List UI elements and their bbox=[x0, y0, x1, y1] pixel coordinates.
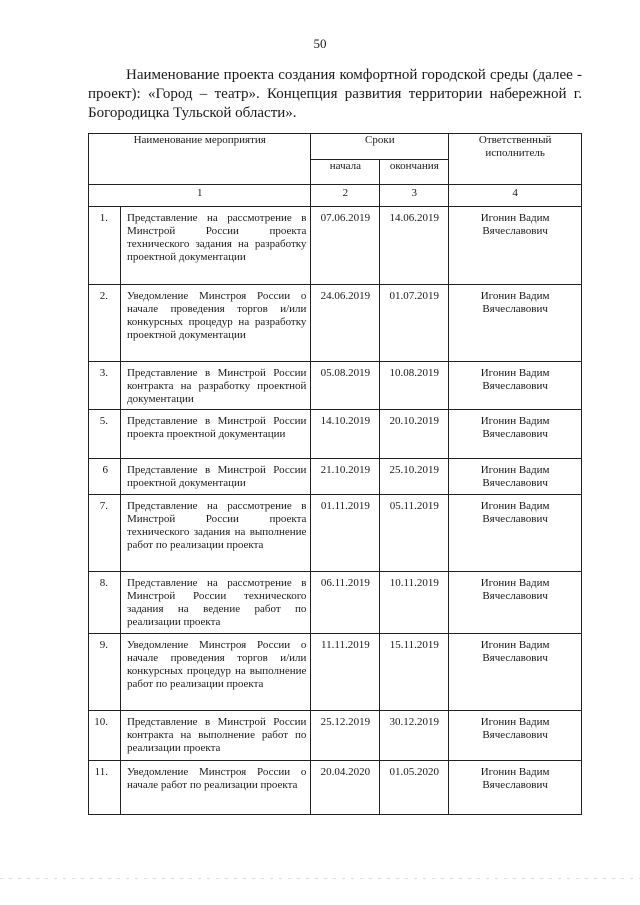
event-name: Представление на рассмотрение в Минстрой России проекта технического задания на разработку проектной документации bbox=[120, 207, 310, 285]
start-date: 05.08.2019 bbox=[311, 362, 380, 410]
start-date: 06.11.2019 bbox=[311, 572, 380, 634]
start-date: 24.06.2019 bbox=[311, 285, 380, 362]
row-number: 7. bbox=[89, 495, 121, 572]
event-name: Представление в Минстрой России проекта проектной документации bbox=[120, 410, 310, 459]
event-name: Представление в Минстрой России проектной документации bbox=[120, 459, 310, 495]
event-name: Представление в Минстрой России контракта на разработку проектной документации bbox=[120, 362, 310, 410]
event-name: Уведомление Минстроя России о начале работ по реализации проекта bbox=[120, 761, 310, 815]
event-name: Представление на рассмотрение в Минстрой России технического задания на ведение работ по реализации проекта bbox=[120, 572, 310, 634]
row-number: 3. bbox=[89, 362, 121, 410]
header-end: окончания bbox=[380, 160, 449, 185]
row-number: 11. bbox=[89, 761, 121, 815]
end-date: 10.11.2019 bbox=[380, 572, 449, 634]
page-number: 50 bbox=[313, 36, 327, 51]
row-number: 5. bbox=[89, 410, 121, 459]
responsible-person: Игонин Вадим Вячеславович bbox=[449, 410, 582, 459]
end-date: 20.10.2019 bbox=[380, 410, 449, 459]
column-number-4: 4 bbox=[449, 185, 582, 207]
responsible-person: Игонин Вадим Вячеславович bbox=[449, 285, 582, 362]
end-date: 10.08.2019 bbox=[380, 362, 449, 410]
end-date: 01.07.2019 bbox=[380, 285, 449, 362]
event-name: Уведомление Минстроя России о начале проведения торгов и/или конкурсных процедур на выполнение работ по реализации проекта bbox=[120, 634, 310, 711]
header-terms: Сроки bbox=[311, 134, 449, 160]
start-date: 07.06.2019 bbox=[311, 207, 380, 285]
row-number: 6 bbox=[89, 459, 121, 495]
start-date: 14.10.2019 bbox=[311, 410, 380, 459]
row-number: 10. bbox=[89, 711, 121, 761]
intro-paragraph: Наименование проекта создания комфортной городской среды (далее - проект): «Город – театр». Концепция развития территории набережной г. Богородицка Тульской области». bbox=[88, 67, 582, 121]
table-row bbox=[89, 362, 582, 410]
responsible-person: Игонин Вадим Вячеславович bbox=[449, 495, 582, 572]
scan-artifact-line bbox=[0, 878, 640, 882]
event-name: Представление в Минстрой России контракта на выполнение работ по реализации проекта bbox=[120, 711, 310, 761]
column-number-3: 3 bbox=[380, 185, 449, 207]
table-row bbox=[89, 572, 582, 634]
table-row bbox=[89, 761, 582, 815]
events-table bbox=[88, 133, 582, 815]
responsible-person: Игонин Вадим Вячеславович bbox=[449, 761, 582, 815]
responsible-person: Игонин Вадим Вячеславович bbox=[449, 711, 582, 761]
end-date: 15.11.2019 bbox=[380, 634, 449, 711]
header-start: начала bbox=[311, 160, 380, 185]
end-date: 14.06.2019 bbox=[380, 207, 449, 285]
header-responsible: Ответственный исполнитель bbox=[449, 134, 582, 185]
row-number: 2. bbox=[89, 285, 121, 362]
end-date: 05.11.2019 bbox=[380, 495, 449, 572]
start-date: 21.10.2019 bbox=[311, 459, 380, 495]
event-name: Представление на рассмотрение в Минстрой России проекта технического задания на выполнение работ по реализации проекта bbox=[120, 495, 310, 572]
end-date: 30.12.2019 bbox=[380, 711, 449, 761]
header-event-name: Наименование мероприятия bbox=[89, 134, 311, 185]
column-number-2: 2 bbox=[311, 185, 380, 207]
column-number-1: 1 bbox=[89, 185, 311, 207]
table-row bbox=[89, 459, 582, 495]
table-row bbox=[89, 495, 582, 572]
table-row bbox=[89, 634, 582, 711]
start-date: 20.04.2020 bbox=[311, 761, 380, 815]
end-date: 01.05.2020 bbox=[380, 761, 449, 815]
event-name: Уведомление Минстроя России о начале проведения торгов и/или конкурсных процедур на разработку проектной документации bbox=[120, 285, 310, 362]
responsible-person: Игонин Вадим Вячеславович bbox=[449, 634, 582, 711]
table-row bbox=[89, 207, 582, 285]
row-number: 1. bbox=[89, 207, 121, 285]
row-number: 9. bbox=[89, 634, 121, 711]
start-date: 01.11.2019 bbox=[311, 495, 380, 572]
table-row bbox=[89, 410, 582, 459]
responsible-person: Игонин Вадим Вячеславович bbox=[449, 572, 582, 634]
responsible-person: Игонин Вадим Вячеславович bbox=[449, 362, 582, 410]
responsible-person: Игонин Вадим Вячеславович bbox=[449, 459, 582, 495]
table-row bbox=[89, 711, 582, 761]
start-date: 25.12.2019 bbox=[311, 711, 380, 761]
start-date: 11.11.2019 bbox=[311, 634, 380, 711]
responsible-person: Игонин Вадим Вячеславович bbox=[449, 207, 582, 285]
table-row bbox=[89, 285, 582, 362]
end-date: 25.10.2019 bbox=[380, 459, 449, 495]
row-number: 8. bbox=[89, 572, 121, 634]
